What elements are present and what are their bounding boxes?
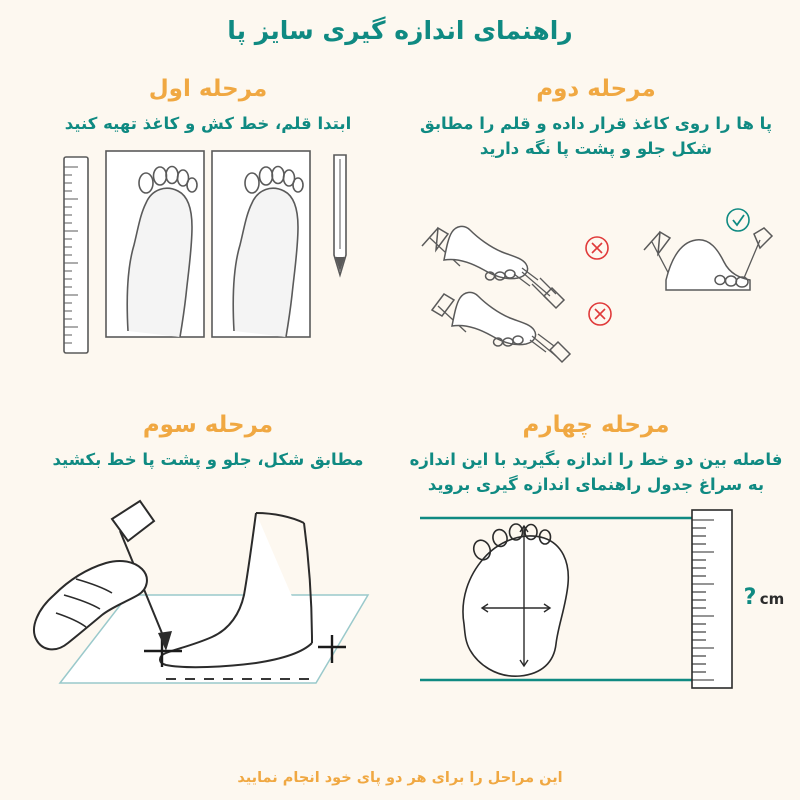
step-three-title: مرحله سوم: [142, 412, 274, 438]
foot-outline-right: [212, 151, 310, 337]
foot-tilted-wrong-bottom: [432, 292, 570, 362]
footer-note: این مراحل را برای هر دو پای خود انجام نمایید: [237, 770, 563, 786]
step-two-illustration: [404, 168, 788, 378]
measure-value-label: ?: [743, 584, 757, 610]
step-two-block: [404, 76, 788, 378]
step-one-title: مرحله اول: [148, 76, 268, 102]
step-one-description: ابتدا قلم، خط کش و کاغذ تهیه کنید: [64, 114, 352, 133]
measure-unit-label: cm: [759, 589, 785, 608]
ruler-icon: [64, 157, 88, 353]
foot-flat-correct: [644, 228, 772, 290]
step-four-block: [404, 412, 788, 719]
page-title: راهنمای اندازه گیری سایز پا: [227, 16, 573, 45]
step-two-title: مرحله دوم: [536, 76, 656, 102]
step-four-description: فاصله بین دو خط را اندازه بگیرید با این اندازه به سراغ جدول راهنمای اندازه گیری بروید: [409, 450, 783, 494]
pen-icon: [334, 155, 346, 275]
step-four-illustration: [404, 504, 788, 719]
foot-outline-left: [106, 151, 204, 337]
step-one-block: [16, 76, 400, 365]
step-two-description: پا ها را روی کاغذ قرار داده و قلم را مطابق شکل جلو و پشت پا نگه دارید: [419, 114, 773, 158]
ruler-icon-step4: [692, 510, 732, 688]
step-four-title: مرحله چهارم: [522, 412, 670, 438]
step-one-illustration: [16, 145, 400, 365]
step-three-description: مطابق شکل، جلو و پشت پا خط بکشید: [52, 450, 364, 469]
step-three-block: [16, 412, 400, 733]
correct-mark: [727, 209, 749, 231]
footprint-icon: [463, 524, 568, 676]
step-three-illustration: [16, 483, 400, 733]
